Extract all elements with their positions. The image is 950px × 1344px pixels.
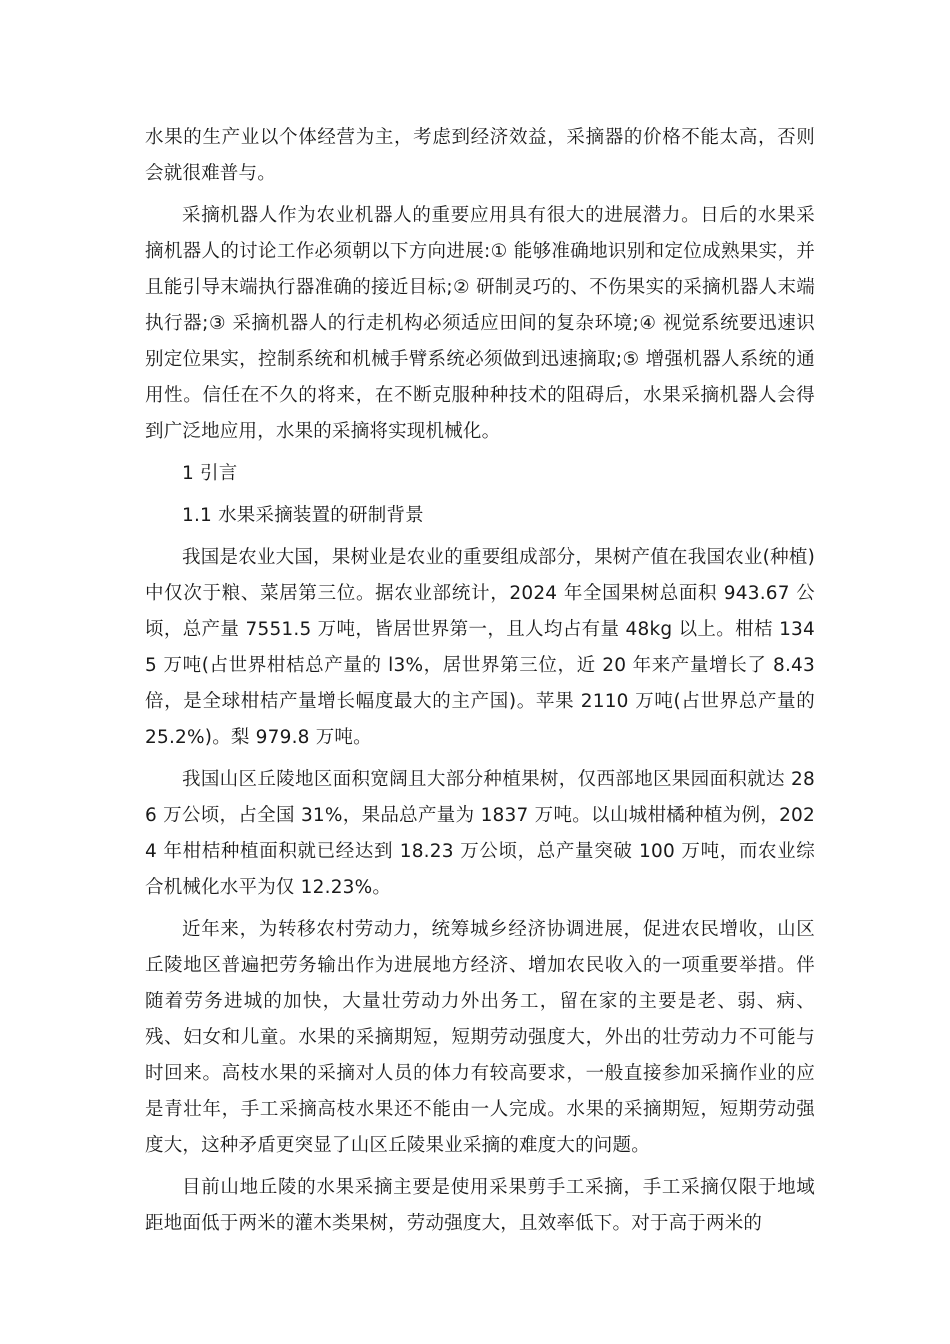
paragraph-robot-prospects: 采摘机器人作为农业机器人的重要应用具有很大的进展潜力。日后的水果采摘机器人的讨论工作必须朝以下方向进展:① 能够准确地识别和定位成熟果实，并且能引导末端执行器准确的接近目标;② 研制灵巧的、不伤果实的采摘机器人末端执行器;③ 采摘机器人的行走机构必须适应田间的复杂环境;④ 视觉系统要迅速识别定位果实，控制系统和机械手臂系统必须做到迅速摘取;⑤ 增强机器人系统的通用性。信任在不久的将来，在不断克服种种技术的阻碍后，水果采摘机器人会得到广泛地应用，水果的采摘将实现机械化。 [145,205,815,442]
document-body [145,120,815,1248]
paragraph-hilly-regions: 我国山区丘陵地区面积宽阔且大部分种植果树，仅西部地区果园面积就达 286 万公顷，占全国 31%，果品总产量为 1837 万吨。以山城柑橘种植为例，2024 年柑桔种植面积就已经达到 18.23 万公顷，总产量突破 100 万吨，而农业综合机械化水平为仅 12.23%。 [145,769,815,898]
paragraph-labor-migration: 近年来，为转移农村劳动力，统筹城乡经济协调进展，促进农民增收，山区丘陵地区普遍把劳务输出作为进展地方经济、增加农民收入的一项重要举措。伴随着劳务进城的加快，大量壮劳动力外出务工，留在家的主要是老、弱、病、残、妇女和儿童。水果的采摘期短，短期劳动强度大，外出的壮劳动力不可能与时回来。高枝水果的采摘对人员的体力有较高要求，一般直接参加采摘作业的应是青壮年，手工采摘高枝水果还不能由一人完成。水果的采摘期短，短期劳动强度大，这种矛盾更突显了山区丘陵果业采摘的难度大的问题。 [145,919,815,1156]
paragraph-fruit-statistics: 我国是农业大国，果树业是农业的重要组成部分，果树产值在我国农业(种植)中仅次于粮、菜居第三位。据农业部统计，2024 年全国果树总面积 943.67 公顷，总产量 7551.5 万吨，皆居世界第一，且人均占有量 48kg 以上。柑桔 1345 万吨(占世界柑桔总产量的 l3%，居世界第三位，近 20 年来产量增长了 8.43 倍，是全球柑桔产量增长幅度最大的主产国)。苹果 2110 万吨(占世界总产量的 25.2%)。梨 979.8 万吨。 [145,547,815,748]
paragraph-manual-picking: 目前山地丘陵的水果采摘主要是使用采果剪手工采摘，手工采摘仅限于地域距地面低于两米的灌木类果树，劳动强度大，且效率低下。对于高于两米的 [145,1177,815,1234]
subsection-heading-background: 1.1 水果采摘装置的研制背景 [182,505,424,526]
paragraph-intro-continuation: 水果的生产业以个体经营为主，考虑到经济效益，采摘器的价格不能太高，否则会就很难普与。 [145,127,815,184]
section-heading-introduction: 1 引言 [182,463,238,484]
